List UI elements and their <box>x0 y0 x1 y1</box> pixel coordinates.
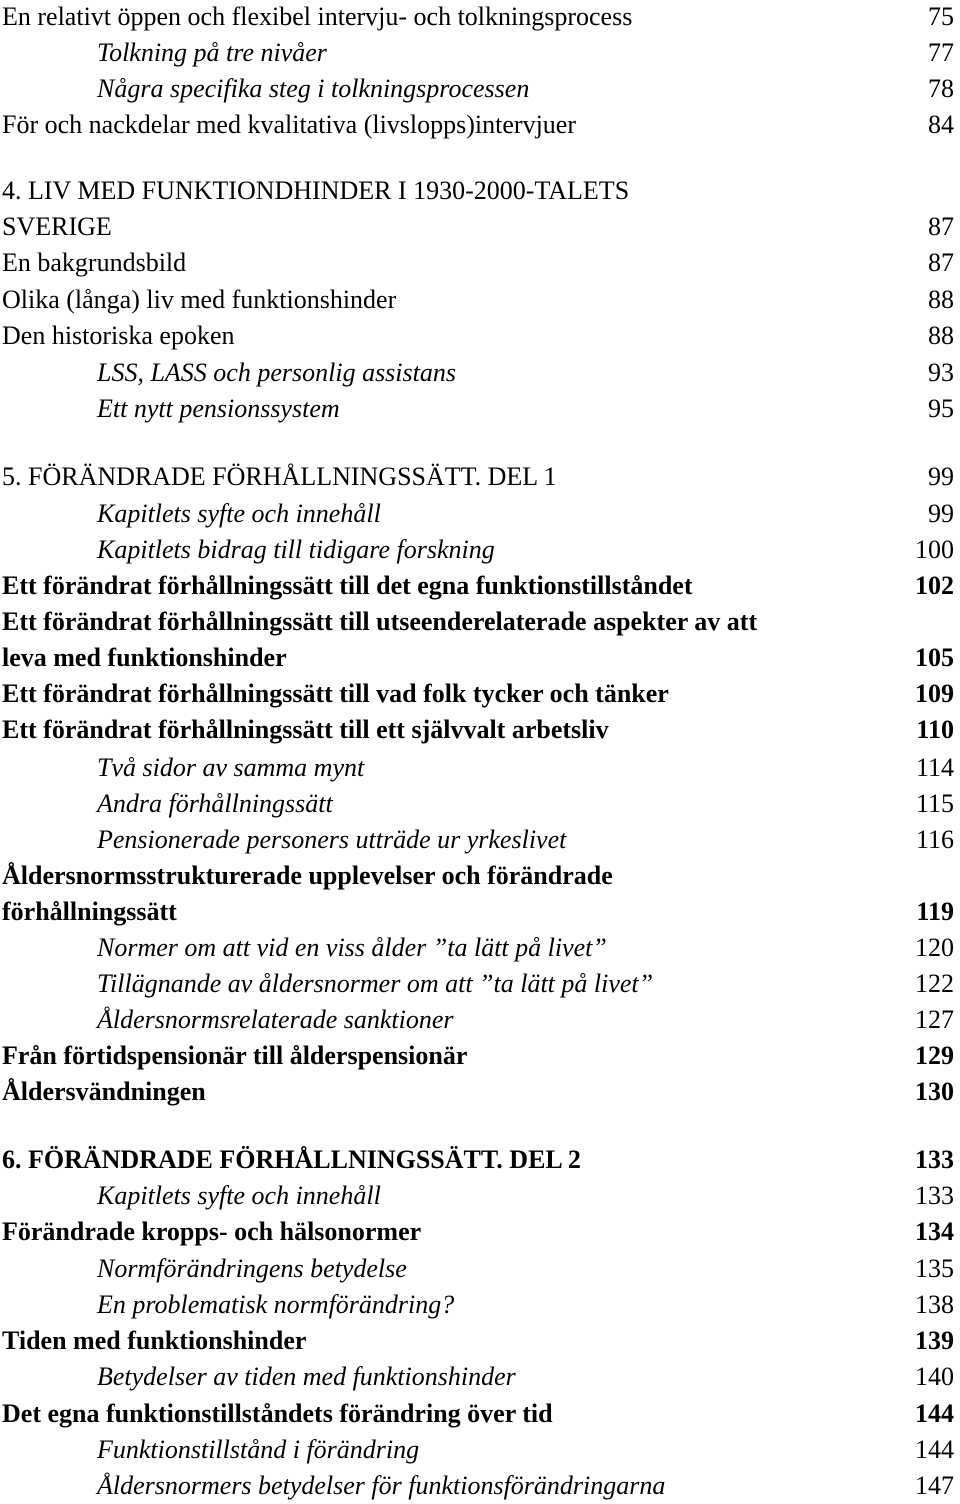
toc-entry-title: En relativt öppen och flexibel intervju- och tolkningsprocess <box>2 2 633 31</box>
toc-entry-title: Kapitlets bidrag till tidigare forskning <box>97 535 495 564</box>
toc-entry-title: Tiden med funktionshinder <box>2 1326 307 1355</box>
toc-entry-title: Kapitlets syfte och innehåll <box>97 499 381 528</box>
toc-entry-title: Åldersnormers betydelser för funktionsförändringarna <box>97 1471 666 1500</box>
toc-chapter-6-heading <box>0 1143 960 1177</box>
toc-entry-page: 105 <box>915 643 954 672</box>
toc-entry-page: 140 <box>915 1362 954 1391</box>
toc-entry-title: Pensionerade personers utträde ur yrkeslivet <box>97 825 567 854</box>
toc-entry-title: En problematisk normförändring? <box>97 1290 455 1319</box>
toc-entry-page: 122 <box>915 969 954 998</box>
toc-entry-age-norms-meaning <box>0 1469 960 1503</box>
toc-entry-page: 75 <box>928 2 954 31</box>
toc-entry-title: Tillägnande av åldersnormer om att ”ta lätt på livet” <box>97 969 654 998</box>
toc-entry-title: SVERIGE <box>2 212 112 241</box>
toc-entry-title: Ett förändrat förhållningssätt till det egna funktionstillståndet <box>2 571 693 600</box>
toc-entry-page: 100 <box>915 535 954 564</box>
toc-entry-time-with-disability <box>0 1324 960 1358</box>
toc-entry-page: 99 <box>928 462 954 491</box>
toc-entry-page: 102 <box>915 571 954 600</box>
toc-entry-title: Tolkning på tre nivåer <box>97 38 327 67</box>
toc-entry-page: 133 <box>915 1145 954 1174</box>
toc-chapter-4-heading <box>0 174 960 208</box>
toc-entry-title: Ett förändrat förhållningssätt till ett självvalt arbetsliv <box>2 715 609 744</box>
toc-entry-body-health-norms <box>0 1215 960 1249</box>
toc-entry-early-to-old-age-pension <box>0 1039 960 1073</box>
toc-entry-title: leva med funktionshinder <box>2 643 287 672</box>
toc-entry-problematic-norm-change <box>0 1288 960 1322</box>
toc-entry-appearance-aspects <box>0 605 960 639</box>
toc-entry-page: 114 <box>915 753 954 782</box>
toc-entry-page: 135 <box>915 1254 954 1283</box>
toc-entry-page: 130 <box>915 1077 954 1106</box>
toc-chapter-4-heading-cont <box>0 210 960 244</box>
toc-entry-title: 4. LIV MED FUNKTIONDHINDER I 1930-2000-TALETS <box>2 176 630 205</box>
toc-entry-age-turn <box>0 1075 960 1109</box>
toc-entry-chapter-purpose-2 <box>0 1179 960 1213</box>
toc-entry-title: Olika (långa) liv med funktionshinder <box>2 285 397 314</box>
toc-entry-interpretation-levels <box>0 36 960 70</box>
toc-entry-condition-change <box>0 1397 960 1431</box>
toc-entry-own-condition <box>0 569 960 603</box>
toc-entry-page: 110 <box>916 715 954 744</box>
toc-entry-page: 129 <box>915 1041 954 1070</box>
toc-entry-what-people-think <box>0 677 960 711</box>
toc-entry-condition-in-change <box>0 1433 960 1467</box>
toc-entry-title: LSS, LASS och personlig assistans <box>97 358 456 387</box>
toc-entry-interpretation-steps <box>0 72 960 106</box>
toc-entry-title: Några specifika steg i tolkningsprocessen <box>97 74 530 103</box>
toc-entry-historical-epoch <box>0 319 960 353</box>
toc-entry-page: 93 <box>928 358 954 387</box>
toc-entry-title: Normförändringens betydelse <box>97 1254 407 1283</box>
toc-entry-title: 5. FÖRÄNDRADE FÖRHÅLLNINGSSÄTT. DEL 1 <box>2 462 557 491</box>
toc-entry-page: 78 <box>928 74 954 103</box>
toc-entry-title: Ett förändrat förhållningssätt till utseenderelaterade aspekter av att <box>2 607 758 636</box>
toc-entry-title: Ett förändrat förhållningssätt till vad folk tycker och tänker <box>2 679 669 708</box>
toc-entry-page: 147 <box>915 1471 954 1500</box>
toc-entry-page: 127 <box>915 1005 954 1034</box>
toc-entry-page: 138 <box>915 1290 954 1319</box>
toc-entry-page: 88 <box>928 321 954 350</box>
toc-entry-page: 87 <box>928 248 954 277</box>
toc-entry-chapter-purpose <box>0 497 960 531</box>
toc-entry-time-meanings <box>0 1360 960 1394</box>
toc-entry-title: Förändrade kropps- och hälsonormer <box>2 1217 422 1246</box>
toc-entry-background <box>0 246 960 280</box>
toc-entry-page: 109 <box>915 679 954 708</box>
toc-entry-page: 144 <box>915 1399 954 1428</box>
toc-entry-page: 77 <box>928 38 954 67</box>
toc-entry-title: förhållningssätt <box>2 897 177 926</box>
toc-entry-long-lives <box>0 283 960 317</box>
toc-entry-title: Åldersnormsrelaterade sanktioner <box>97 1005 454 1034</box>
toc-entry-title: Normer om att vid en viss ålder ”ta lätt på livet” <box>97 933 607 962</box>
toc-entry-page: 99 <box>928 499 954 528</box>
toc-entry-title: Funktionstillstånd i förändring <box>97 1435 420 1464</box>
toc-entry-pension-system <box>0 392 960 426</box>
toc-entry-page: 95 <box>928 394 954 423</box>
toc-entry-page: 120 <box>915 933 954 962</box>
toc-entry-title: 6. FÖRÄNDRADE FÖRHÅLLNINGSSÄTT. DEL 2 <box>2 1145 581 1174</box>
toc-entry-retirement-exit <box>0 823 960 857</box>
toc-entry-page: 144 <box>915 1435 954 1464</box>
toc-entry-title: Ett nytt pensionssystem <box>97 394 340 423</box>
toc-entry-page: 133 <box>915 1181 954 1210</box>
toc-entry-page: 87 <box>928 212 954 241</box>
toc-entry-title: Åldersnormsstrukturerade upplevelser och förändrade <box>2 861 613 890</box>
toc-entry-age-norm-experiences-cont <box>0 895 960 929</box>
toc-entry-norm-change-meaning <box>0 1252 960 1286</box>
toc-entry-research-contribution <box>0 533 960 567</box>
toc-entry-title: Från förtidspensionär till ålderspensionär <box>2 1041 468 1070</box>
toc-chapter-5-heading <box>0 460 960 494</box>
toc-entry-age-norm-experiences <box>0 859 960 893</box>
toc-entry-title: För och nackdelar med kvalitativa (livslopps)intervjuer <box>2 110 576 139</box>
toc-entry-page: 116 <box>915 825 954 854</box>
toc-entry-adopting-age-norms <box>0 967 960 1001</box>
toc-entry-page: 84 <box>928 110 954 139</box>
toc-entry-title: Kapitlets syfte och innehåll <box>97 1181 381 1210</box>
toc-entry-other-approaches <box>0 787 960 821</box>
toc-entry-title: Två sidor av samma mynt <box>97 753 365 782</box>
toc-entry-lss-lass <box>0 356 960 390</box>
toc-entry-norms-take-it-easy <box>0 931 960 965</box>
toc-entry-title: Åldersvändningen <box>2 1077 206 1106</box>
toc-entry-title: En bakgrundsbild <box>2 248 187 277</box>
toc-entry-chosen-worklife <box>0 713 960 747</box>
toc-entry-appearance-aspects-cont <box>0 641 960 675</box>
toc-entry-page: 134 <box>915 1217 954 1246</box>
toc-entry-title: Betydelser av tiden med funktionshinder <box>97 1362 516 1391</box>
toc-entry-title: Andra förhållningssätt <box>97 789 333 818</box>
toc-entry-page: 115 <box>915 789 954 818</box>
toc-entry-page: 139 <box>915 1326 954 1355</box>
toc-entry-pros-cons <box>0 108 960 142</box>
toc-entry-age-norm-sanctions <box>0 1003 960 1037</box>
toc-entry-two-sides <box>0 751 960 785</box>
toc-entry-interview-process <box>0 0 960 34</box>
toc-entry-title: Den historiska epoken <box>2 321 235 350</box>
toc-entry-page: 88 <box>928 285 954 314</box>
toc-entry-title: Det egna funktionstillståndets förändring över tid <box>2 1399 553 1428</box>
toc-entry-page: 119 <box>916 897 954 926</box>
